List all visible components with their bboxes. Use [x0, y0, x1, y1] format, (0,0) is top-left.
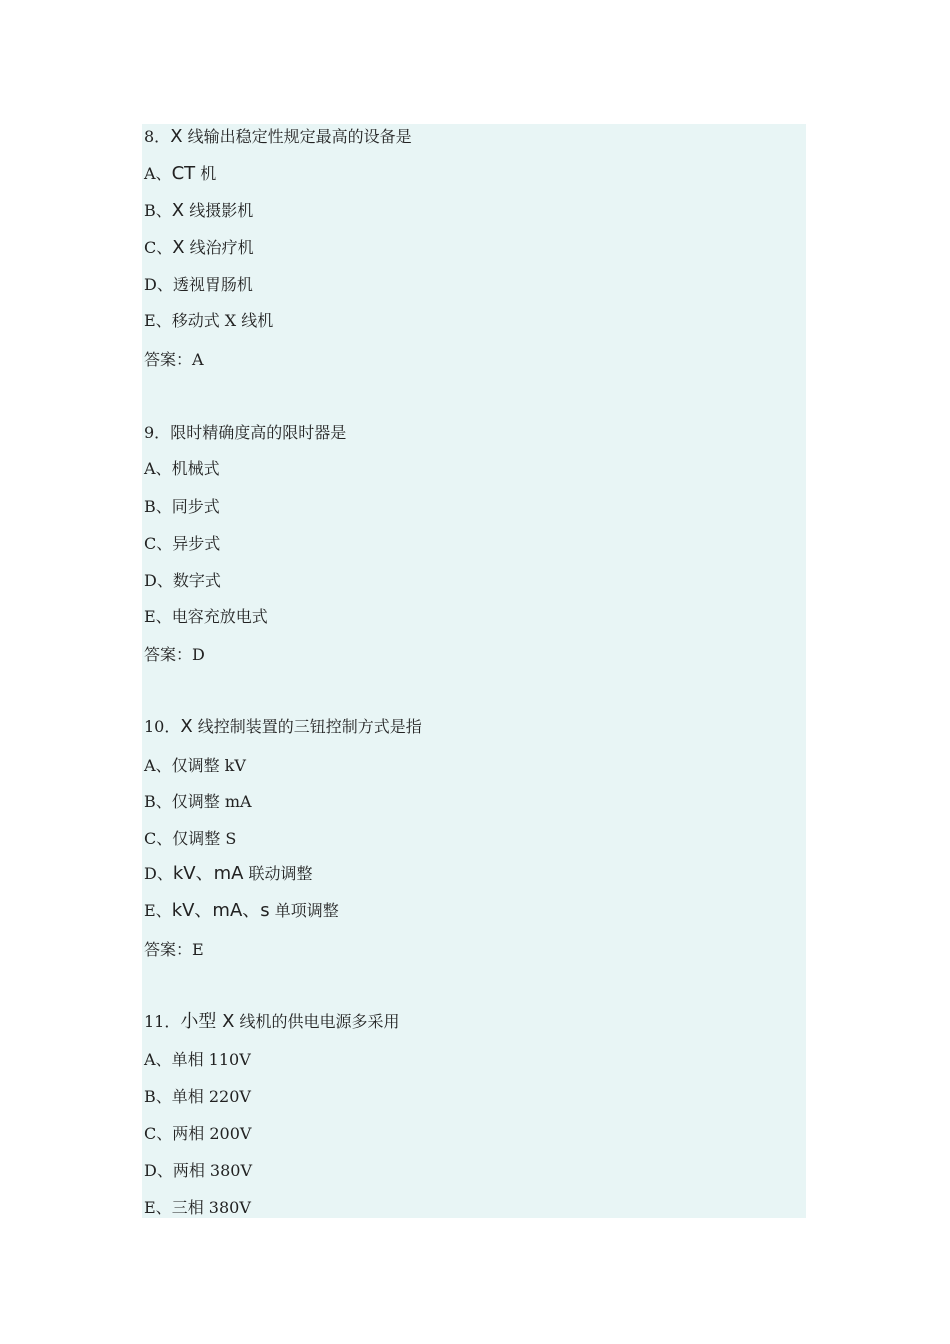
option-prefix: D、 — [144, 571, 173, 590]
option-text: 仅调整 kV — [171, 756, 246, 775]
option-prefix: E、 — [144, 607, 172, 626]
question-number: 9． — [144, 423, 171, 442]
option-a — [144, 756, 246, 776]
option-text: 联动调整 — [243, 864, 313, 883]
option-text: 数字式 — [172, 571, 221, 590]
option-prefix: A、 — [144, 756, 172, 775]
option-c — [144, 238, 254, 258]
option-prefix: E、 — [144, 311, 172, 330]
option-a — [144, 459, 220, 479]
option-text: 机械式 — [171, 459, 220, 478]
option-c — [144, 534, 220, 554]
question-stem-latin: X — [180, 716, 193, 737]
option-latin: kV、mA — [172, 863, 244, 884]
option-b — [144, 792, 252, 812]
option-e — [144, 901, 339, 921]
option-latin: CT — [171, 163, 196, 184]
option-text: 同步式 — [171, 497, 220, 516]
option-text: 线治疗机 — [184, 238, 254, 257]
answer: 答案：A — [144, 350, 204, 369]
option-prefix: C、 — [144, 534, 173, 553]
option-b — [144, 201, 253, 221]
option-d — [144, 1161, 252, 1181]
option-text: 仅调整 S — [172, 829, 237, 848]
option-prefix: B、 — [144, 1087, 172, 1106]
option-prefix: D、 — [144, 864, 173, 883]
option-d — [144, 864, 313, 884]
question-stem-text: 线控制装置的三钮控制方式是指 — [192, 717, 422, 736]
option-latin: X — [171, 200, 185, 221]
option-b — [144, 1087, 251, 1107]
option-text: 线摄影机 — [184, 201, 254, 220]
question-stem-text: 限时精确度高的限时器是 — [170, 423, 347, 442]
question-stem-text: 线输出稳定性规定最高的设备是 — [182, 127, 412, 146]
option-text: 单相 220V — [171, 1087, 251, 1106]
option-text: 单相 110V — [171, 1050, 251, 1069]
option-text: 移动式 X 线机 — [171, 311, 274, 330]
option-d — [144, 571, 221, 591]
option-text: 机 — [195, 164, 217, 183]
option-prefix: A、 — [144, 459, 172, 478]
option-e — [144, 1198, 251, 1218]
option-a — [144, 1050, 251, 1070]
option-d — [144, 275, 253, 295]
question-8-stem — [144, 127, 412, 147]
option-c — [144, 1124, 251, 1144]
option-prefix: A、 — [144, 1050, 172, 1069]
answer: 答案：E — [144, 940, 204, 959]
question-stem-latin: X — [170, 126, 183, 147]
option-text: 仅调整 mA — [171, 792, 252, 811]
answer: 答案：D — [144, 645, 205, 664]
option-text: 三相 380V — [171, 1198, 251, 1217]
option-latin: X — [172, 237, 185, 258]
option-text: 透视胃肠机 — [172, 275, 253, 294]
option-text: 单项调整 — [269, 901, 339, 920]
question-number: 8． — [144, 127, 171, 146]
option-prefix: C、 — [144, 238, 173, 257]
option-prefix: E、 — [144, 901, 172, 920]
option-prefix: D、 — [144, 275, 173, 294]
option-latin: kV、mA、s — [171, 900, 270, 921]
option-prefix: E、 — [144, 1198, 172, 1217]
option-prefix: B、 — [144, 497, 172, 516]
question-9-stem — [144, 423, 346, 443]
question-stem-latin: 小型 X — [180, 1011, 235, 1032]
question-number: 11． — [144, 1012, 181, 1031]
option-prefix: D、 — [144, 1161, 173, 1180]
option-text: 电容充放电式 — [171, 607, 268, 626]
question-number: 10． — [144, 717, 181, 736]
option-prefix: A、 — [144, 164, 172, 183]
option-text: 两相 200V — [172, 1124, 252, 1143]
option-prefix: C、 — [144, 1124, 173, 1143]
option-b — [144, 497, 220, 517]
option-c — [144, 829, 236, 849]
option-prefix: B、 — [144, 792, 172, 811]
option-e — [144, 607, 268, 627]
question-stem-text: 线机的供电电源多采用 — [234, 1012, 400, 1031]
question-11-stem — [144, 1012, 400, 1032]
option-text: 异步式 — [172, 534, 221, 553]
option-text: 两相 380V — [172, 1161, 253, 1180]
option-a — [144, 164, 216, 184]
option-prefix: C、 — [144, 829, 173, 848]
option-prefix: B、 — [144, 201, 172, 220]
question-10-stem — [144, 717, 422, 737]
option-e — [144, 311, 273, 331]
